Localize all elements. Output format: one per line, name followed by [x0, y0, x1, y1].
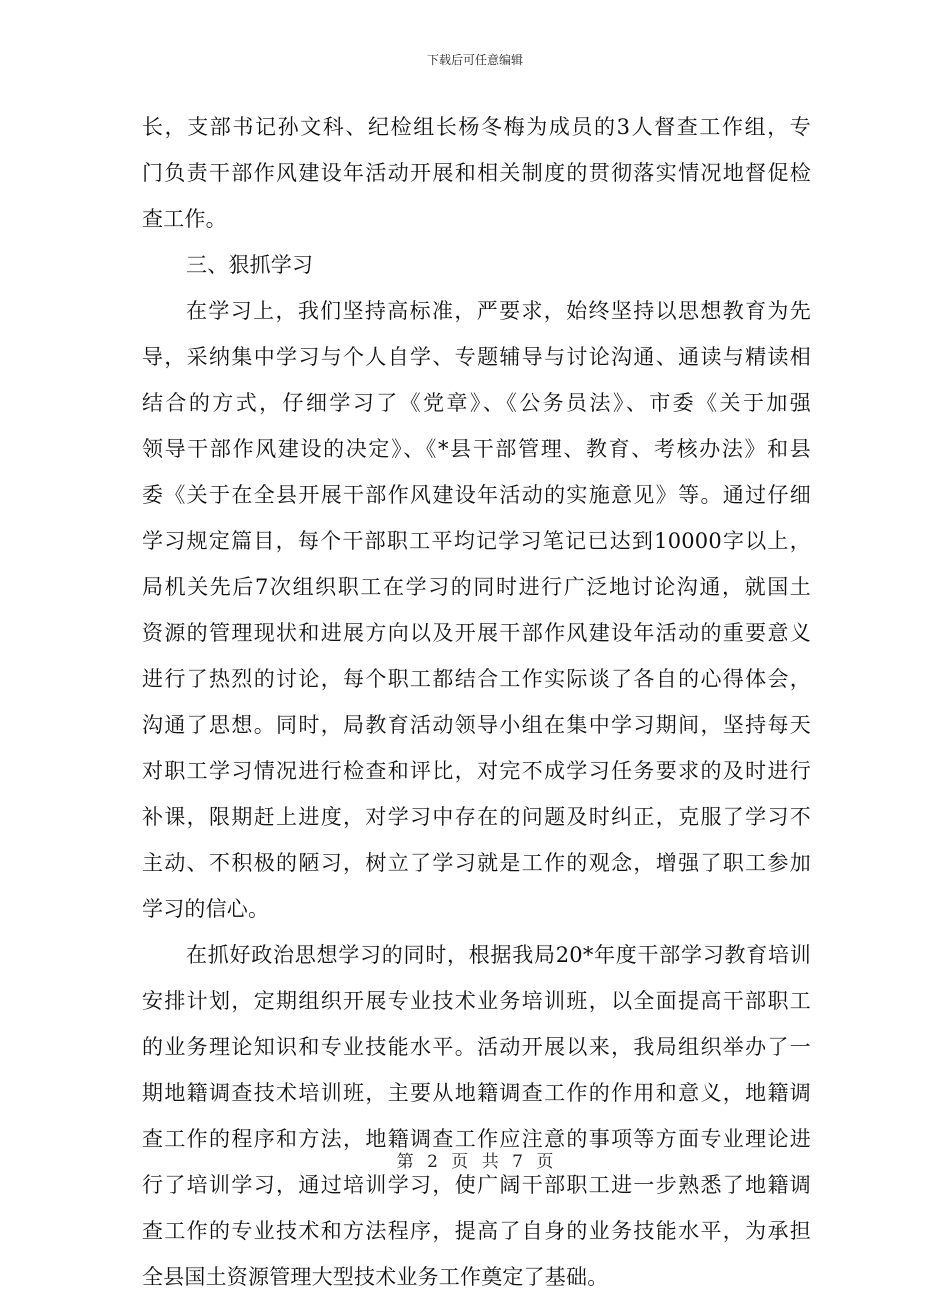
- page-header: 下载后可任意编辑: [426, 53, 523, 67]
- text-line: 查工作的程序和方法，地籍调查工作应注意的事项等方面专业理论进: [142, 1127, 811, 1151]
- text-line: 在抓好政治思想学习的同时，根据我局20*年度干部学习教育培训: [186, 943, 811, 967]
- text-line: 门负责干部作风建设年活动开展和相关制度的贯彻落实情况地督促检: [142, 161, 811, 185]
- text-line: 导，采纳集中学习与个人自学、专题辅导与讨论沟通、通读与精读相: [142, 345, 811, 369]
- text-line: 查工作。: [142, 207, 227, 231]
- page-label-suffix: 页: [536, 1152, 554, 1172]
- text-line: 的业务理论知识和专业技能水平。活动开展以来，我局组织举办了一: [142, 1035, 811, 1059]
- text-line: 学习的信心。: [142, 897, 270, 921]
- text-line: 主动、不积极的陋习，树立了学习就是工作的观念，增强了职工参加: [142, 851, 811, 875]
- text-line: 结合的方式，仔细学习了《党章》、《公务员法》、市委《关于加强: [142, 391, 811, 415]
- current-page-number: 2: [427, 1152, 438, 1172]
- text-line: 查工作的专业技术和方法程序，提高了自身的业务技能水平，为承担: [142, 1219, 811, 1243]
- total-pages-number: 7: [512, 1152, 523, 1172]
- text-line: 对职工学习情况进行检查和评比，对完不成学习任务要求的及时进行: [142, 759, 811, 783]
- text-line: 领导干部作风建设的决定》、《*县干部管理、教育、考核办法》和县: [142, 437, 811, 461]
- text-line: 局机关先后7次组织职工在学习的同时进行广泛地讨论沟通，就国土: [142, 575, 811, 599]
- text-line: 安排计划，定期组织开展专业技术业务培训班，以全面提高干部职工: [142, 989, 811, 1013]
- text-line: 期地籍调查技术培训班，主要从地籍调查工作的作用和意义，地籍调: [142, 1081, 811, 1105]
- page-label-prefix: 第: [396, 1152, 414, 1172]
- page-footer: [0, 1150, 950, 1174]
- page-label-mid2: 共: [481, 1152, 499, 1172]
- text-line: 进行了热烈的讨论，每个职工都结合工作实际谈了各自的心得体会，: [142, 667, 811, 691]
- document-body: [142, 104, 811, 1300]
- text-line: 行了培训学习，通过培训学习，使广阔干部职工进一步熟悉了地籍调: [142, 1173, 811, 1197]
- text-line: 全县国土资源管理大型技术业务工作奠定了基础。: [142, 1265, 609, 1289]
- text-line: 补课，限期赶上进度，对学习中存在的问题及时纠正，克服了学习不: [142, 805, 811, 829]
- text-line: 委《关于在全县开展干部作风建设年活动的实施意见》等。通过仔细: [142, 483, 811, 507]
- text-line: 资源的管理现状和进展方向以及开展干部作风建设年活动的重要意义: [142, 621, 811, 645]
- section-heading: 三、狠抓学习: [186, 253, 314, 277]
- text-line: 在学习上，我们坚持高标准，严要求，始终坚持以思想教育为先: [186, 299, 811, 323]
- text-line: 沟通了思想。同时，局教育活动领导小组在集中学习期间，坚持每天: [142, 713, 811, 737]
- text-line: 长，支部书记孙文科、纪检组长杨冬梅为成员的3人督查工作组，专: [142, 115, 811, 139]
- text-line: 学习规定篇目，每个干部职工平均记学习笔记已达到10000字以上，: [142, 529, 811, 553]
- page-label-mid1: 页: [451, 1152, 469, 1172]
